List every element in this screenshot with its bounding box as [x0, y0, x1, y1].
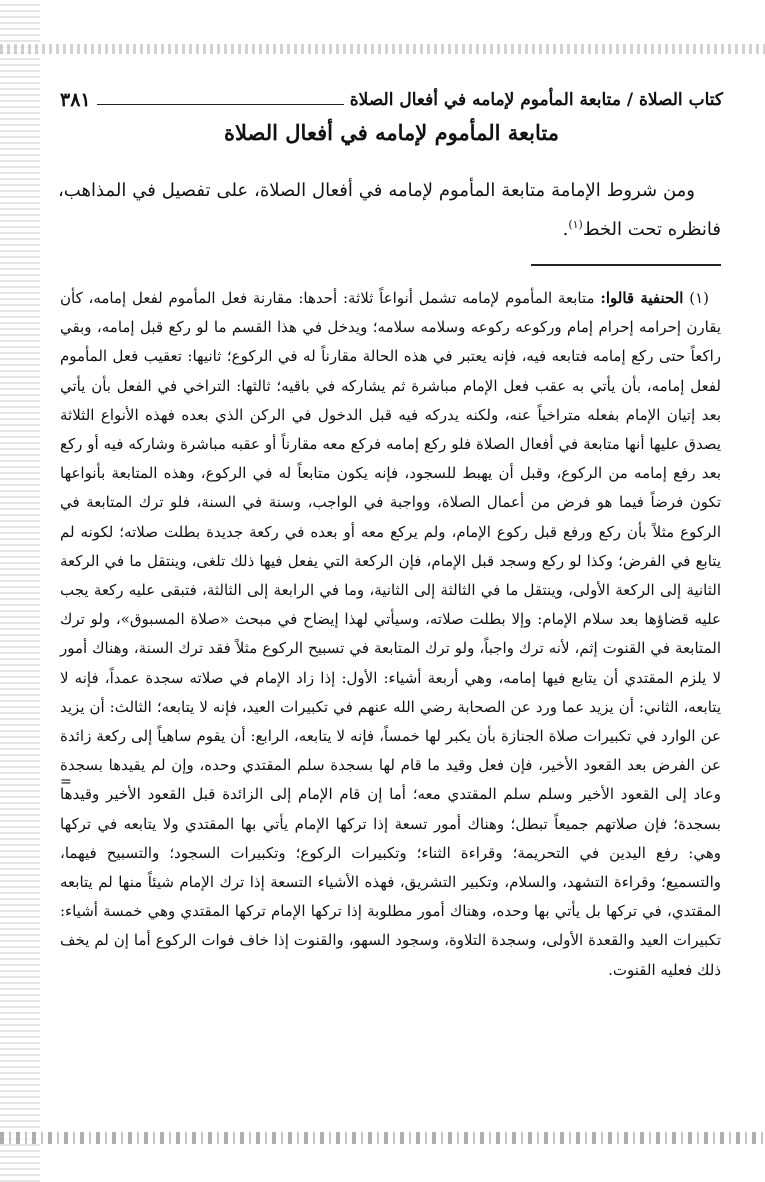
intro-text: ومن شروط الإمامة متابعة المأموم لإمامه في أفعال الصلاة، على تفصيل في المذاهب، فانظره تحت الخط [58, 180, 721, 240]
running-header [60, 86, 723, 114]
footnote-number: (١) [689, 289, 710, 307]
footnote-school: الحنفية قالوا: [600, 289, 684, 307]
section-heading: متابعة المأموم لإمامه في أفعال الصلاة [224, 120, 559, 145]
continuation-mark: = [60, 774, 72, 790]
page-edge-left [0, 0, 40, 1182]
page-edge-top [0, 44, 765, 54]
footnote-text: متابعة المأموم لإمامه تشمل أنواعاً ثلاثة: أحدها: مقارنة فعل المأموم لفعل إمامه، كأن يقارن إحرامه إحرام إمام وركوعه ركوعه وسلامه سلامه؛ ويدخل في هذا القسم ما لو ركع قبل إمامه، وبقي راكعاً حتى ركع إمامه فتابعه فيه، فإنه يعتبر في هذه الحالة مقارناً له في الركوع؛ ثانيها: تعقيب فعل المأموم لفعل إمامه، بأن يأتي به عقب فعل الإمام مباشرة ثم يشاركه في باقيه؛ ثالثها: التراخي في الفعل بأن يأتي بعد إتيان الإمام بفعله متراخياً عنه، ولكنه يدركه فيه قبل الدخول في الركن الذي بعده فهذه الأنواع الثلاثة يصدق عليها أنها متابعة في أفعال الصلاة فلو ركع إمامه فركع معه مقارناً أو عقبه مباشرة وشاركه فيه أو ركع بعد رفع إمامه من الركوع، وقبل أن يهبط للسجود، فإنه يكون متابعاً له في الركوع، وهذه المتابعة بأنواعها تكون فرضاً فيما هو فرض من أعمال الصلاة، وواجبة في الواجب، وسنة في السنة، فلو ترك المتابعة في الركوع مثلاً بأن ركع ورفع قبل ركوع الإمام، ولم يركع معه أو بعده في ركعة جديدة بطلت صلاته؛ لكونه لم يتابع في الفرض؛ وكذا لو ركع وسجد قبل الإمام، فإن الركعة التي يفعل فيها ذلك تلغى، وينتقل ما في الركعة الثانية إلى الركعة الأولى، وينتقل ما في الثالثة إلى الثانية، وما في الرابعة إلى الثالثة، فتبقى عليه ركعة يجب عليه قضاؤها بعد سلام الإمام: وإلا بطلت صلاته، وسيأتي لهذا إيضاح في مبحث «صلاة المسبوق»، ولو ترك المتابعة في القنوت إثم، لأنه ترك واجباً، ولو ترك المتابعة في تسبيح الركوع مثلاً فقد ترك السنة، وهناك أمور لا يلزم المقتدي أن يتابع فيها إمامه، وهي أربعة أشياء: الأول: إذا زاد الإمام في صلاته سجدة عمداً، فإنه لا يتابعه، الثاني: أن يزيد عما ورد عن الصحابة رضي الله عنهم في تكبيرات العيد، فإنه لا يتابعه؛ الثالث: أن يزيد عن الوارد في تكبيرات صلاة الجنازة بأن يكبر لها خمساً، فإنه لا يتابعه، الرابع: أن يقوم ساهياً إلى ركعة زائدة عن الفرض بعد القعود الأخير، فإن فعل وقيد ما قام لها بسجدة سلم المقتدي وحده، وإن لم يقيدها بسجدة وعاد إلى القعود الأخير وسلم سلم المقتدي معه؛ أما إن قام الإمام إلى الزائدة قبل القعود الأخير وقيدها بسجدة؛ فإن صلاتهم جميعاً تبطل؛ وهناك أمور تسعة إذا تركها الإمام يأتي بها المقتدي ولا يتابعه في تركها وهي: رفع اليدين في التحريمة؛ وقراءة الثناء؛ وتكبيرات الركوع؛ وتكبيرات السجود؛ والتسبيح فيهما، والتسميع؛ وقراءة التشهد، والسلام، وتكبير التشريق، فهذه الأشياء التسعة إذا ترك الإمام شيئاً منها لم يتابعه المقتدي، في تركها بل يأتي بها وحده، وهناك أمور مطلوبة إذا تركها الإمام تركها المقتدي وهي خمسة أشياء: تكبيرات العيد والقعدة الأولى، وسجدة التلاوة، وسجود السهو، والقنوت إذا خاف فوات الركوع أما إن لم يخف ذلك فعليه القنوت. [60, 289, 721, 979]
intro-end: . [562, 219, 569, 240]
page-edge-bottom [0, 1132, 765, 1144]
footnote-reference[interactable]: (١) [568, 218, 583, 231]
intro-paragraph [58, 174, 721, 247]
page-number: ٣٨١ [60, 89, 91, 111]
footnote-separator [531, 264, 721, 266]
header-rule [97, 104, 344, 105]
running-title: كتاب الصلاة / متابعة المأموم لإمامه في أفعال الصلاة [349, 90, 723, 110]
footnote [60, 284, 721, 985]
